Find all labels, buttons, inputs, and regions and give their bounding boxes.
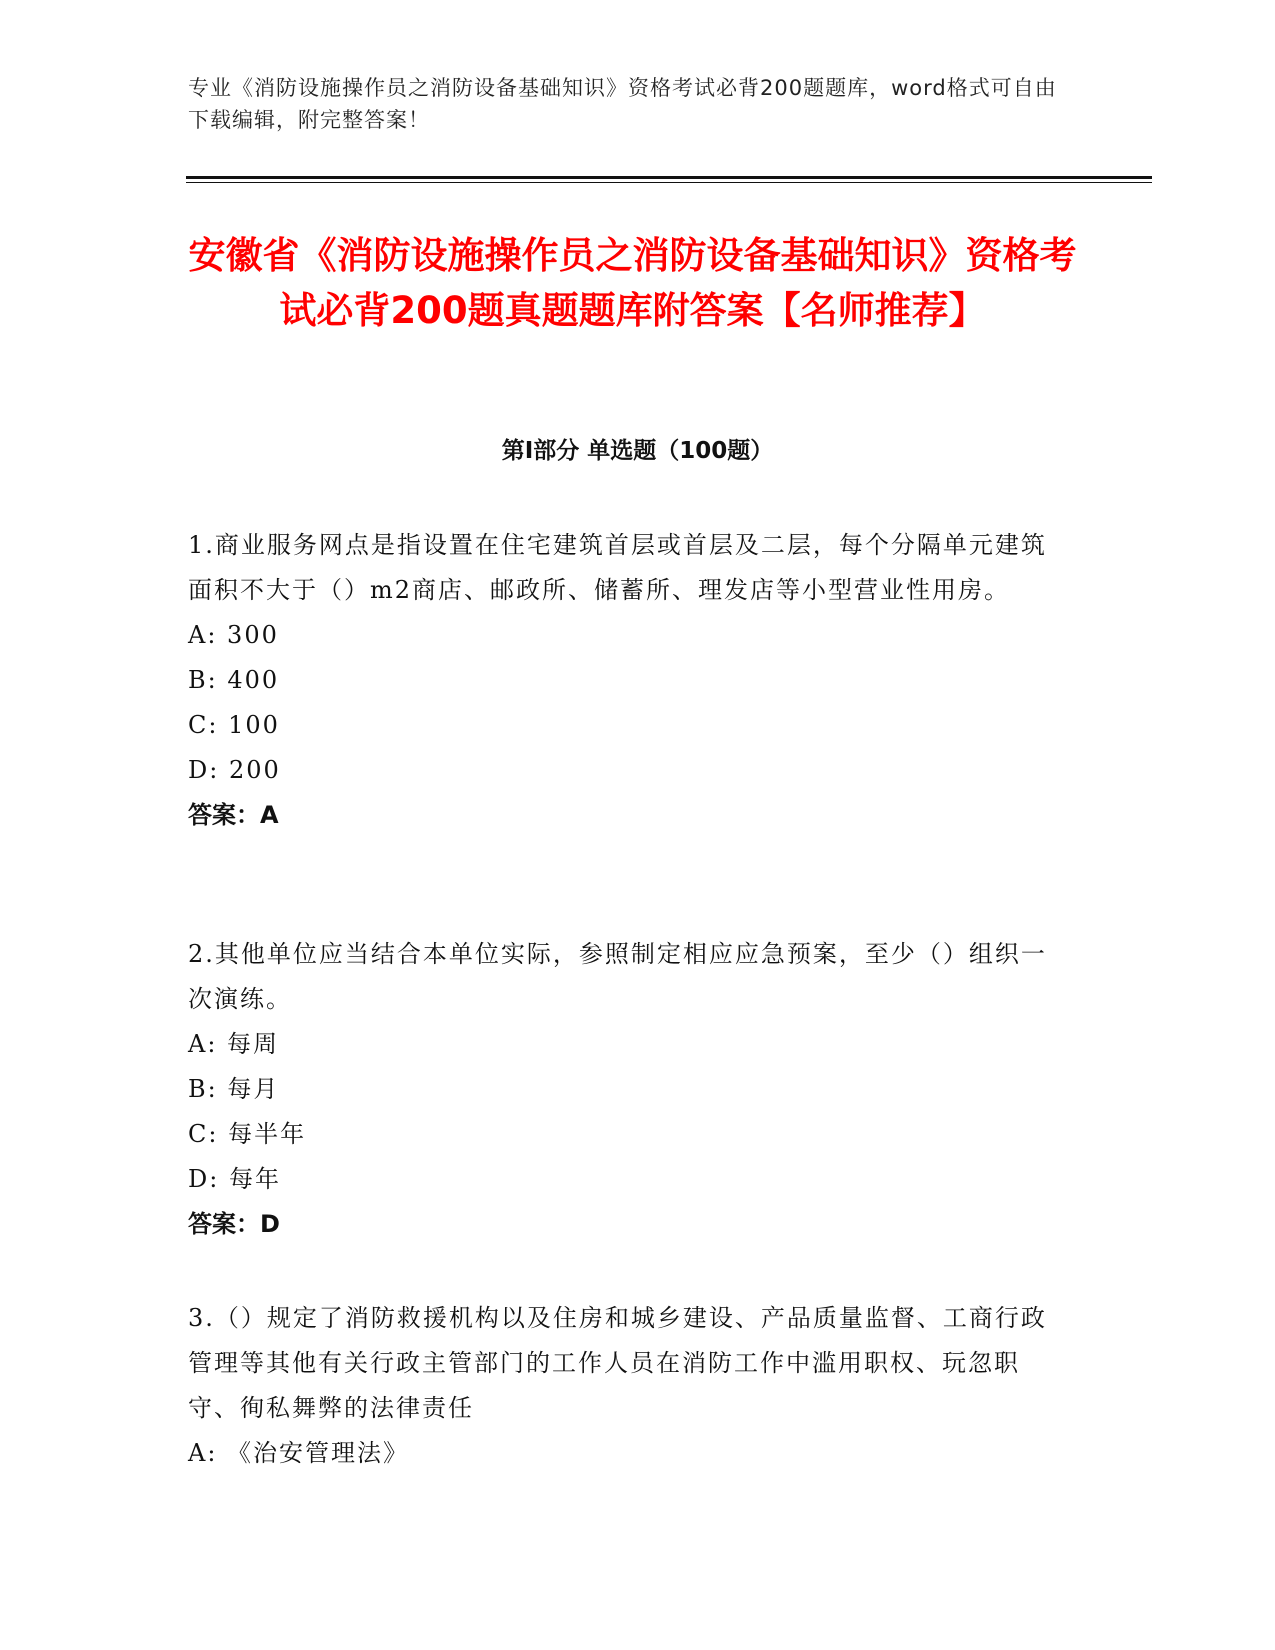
option-a: A: 每周: [188, 1030, 280, 1058]
answer: 答案：A: [188, 801, 279, 829]
option-b: B: 400: [188, 666, 280, 694]
section-title: 第Ⅰ部分 单选题（100题）: [501, 438, 774, 464]
option-c: C: 100: [188, 711, 280, 739]
option-d: D: 200: [188, 756, 281, 784]
question-stem: 2.其他单位应当结合本单位实际，参照制定相应应急预案，至少（）组织一次演练。: [188, 940, 1047, 1013]
question-stem: 1.商业服务网点是指设置在住宅建筑首层或首层及二层，每个分隔单元建筑面积不大于（）m2商店、邮政所、储蓄所、理发店等小型营业性用房。: [188, 531, 1047, 604]
answer: 答案：D: [188, 1210, 280, 1238]
document-title: 安徽省《消防设施操作员之消防设备基础知识》资格考试必背200题真题题库附答案【名师推荐】: [188, 234, 1077, 332]
option-a: A: 300: [188, 621, 279, 649]
header-note: 专业《消防设施操作员之消防设备基础知识》资格考试必背200题题库，word格式可自由下载编辑，附完整答案！: [188, 76, 1057, 132]
option-d: D: 每年: [188, 1165, 281, 1193]
question-1: [188, 523, 1068, 838]
question-stem: 3.（）规定了消防救援机构以及住房和城乡建设、产品质量监督、工商行政管理等其他有关行政主管部门的工作人员在消防工作中滥用职权、玩忽职守、徇私舞弊的法律责任: [188, 1304, 1047, 1422]
question-2: [188, 932, 1068, 1247]
option-c: C: 每半年: [188, 1120, 307, 1148]
option-a: A: 《治安管理法》: [188, 1439, 410, 1467]
header-divider-thin: [186, 182, 1152, 183]
question-3: [188, 1296, 1068, 1476]
header-divider-thick: [186, 176, 1152, 179]
option-b: B: 每月: [188, 1075, 280, 1103]
